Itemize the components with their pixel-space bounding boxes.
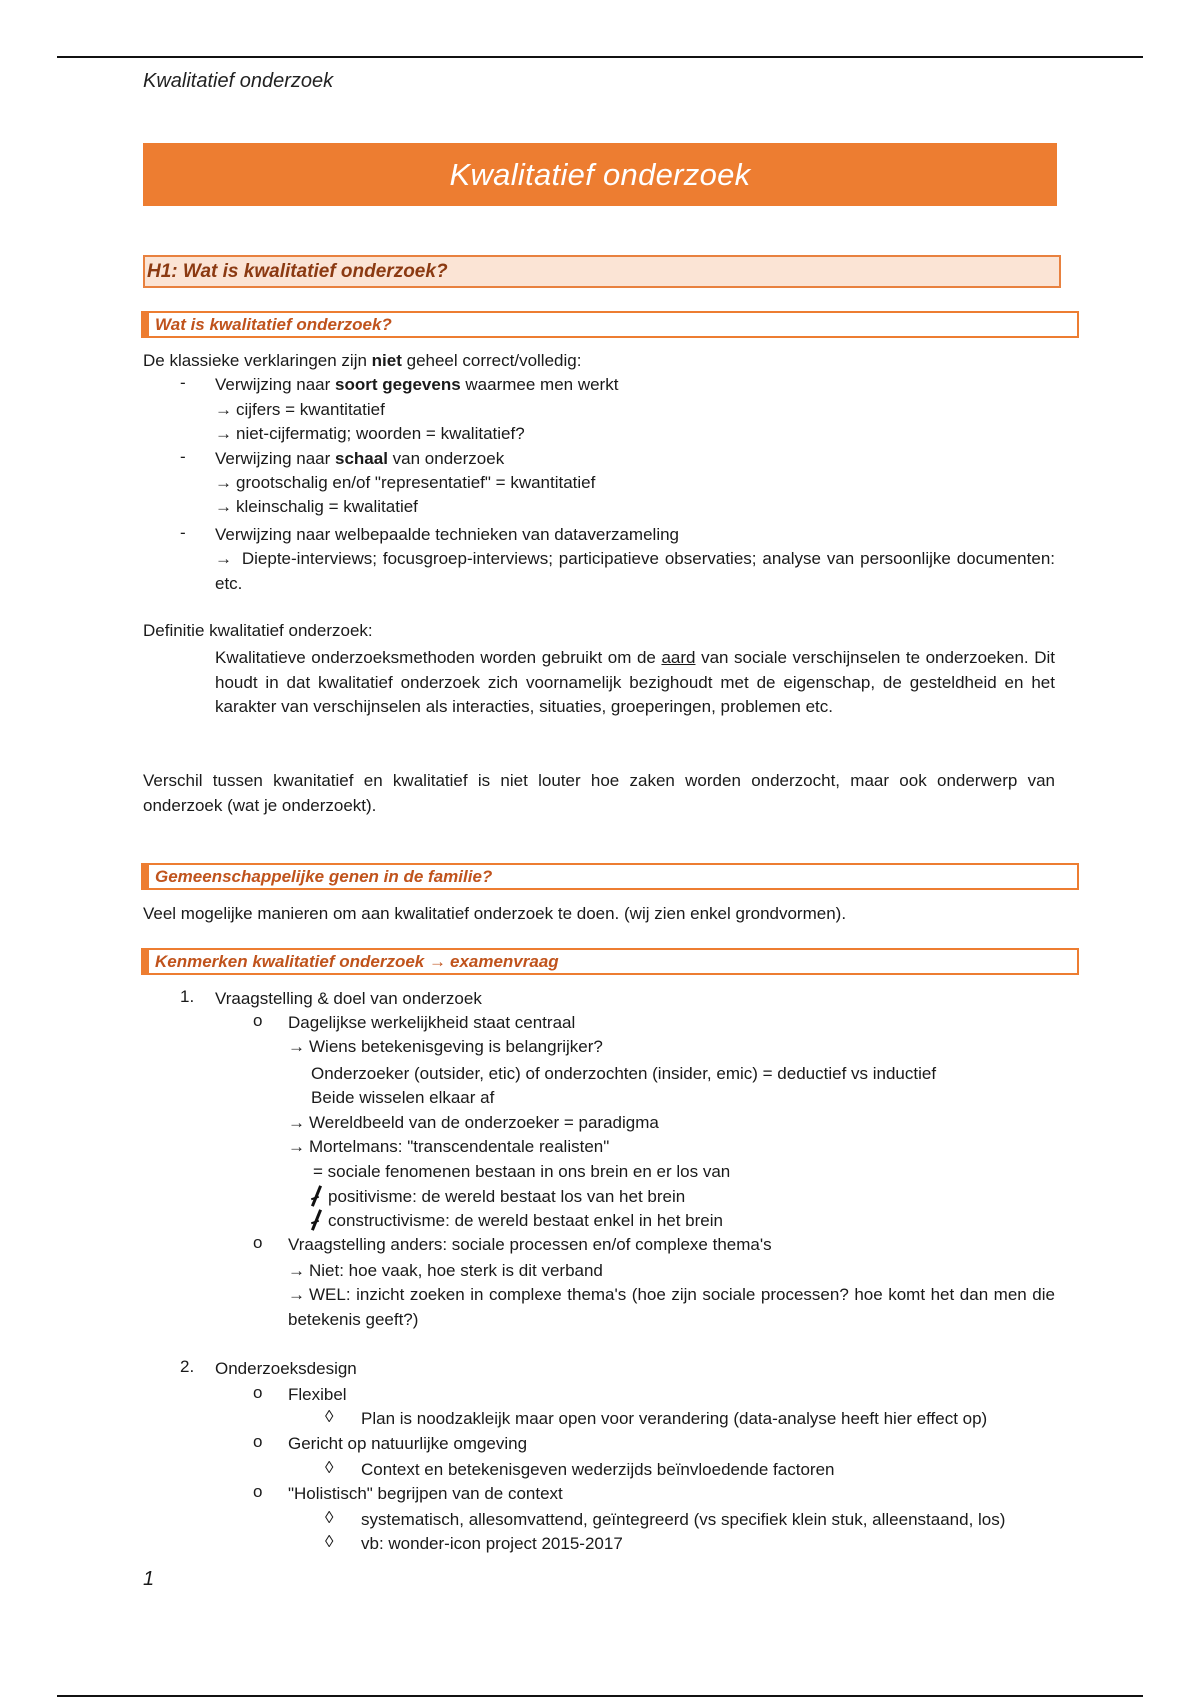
- section-heading-text: [155, 952, 559, 972]
- chapter-heading-text: H1: Wat is kwalitatief onderzoek?: [147, 260, 448, 282]
- bullet-soort-gegevens: [215, 373, 618, 397]
- dash-marker: -: [180, 447, 186, 466]
- arrow-line-text: Mortelmans: "transcendentale realisten": [309, 1137, 610, 1156]
- not-equal-line: [310, 1209, 723, 1233]
- running-header: Kwalitatief onderzoek: [143, 70, 334, 92]
- sub-item: "Holistisch" begrijpen van de context: [288, 1484, 563, 1503]
- dash-marker: -: [180, 523, 186, 542]
- bullet-text: Verwijzing naar: [215, 375, 336, 394]
- text-line: positivisme: de wereld bestaat los van het brein: [328, 1187, 686, 1206]
- bullet-text-end: waarmee men werkt: [460, 375, 619, 394]
- dash-marker: -: [180, 373, 186, 392]
- section-heading-kenmerken: [141, 948, 1079, 975]
- arrow-paragraph-text: WEL: inzicht zoeken in complexe thema's (hoe zijn sociale processen? hoe komt het dan men die betekenis geeft?): [288, 1285, 1055, 1329]
- sub-item: Dagelijkse werkelijkheid staat centraal: [288, 1013, 576, 1032]
- number-marker: 1.: [180, 987, 195, 1006]
- arrow-line: [215, 398, 385, 422]
- arrow-icon: →: [288, 1113, 305, 1132]
- text-line: Beide wisselen elkaar af: [311, 1088, 495, 1107]
- arrow-line: [288, 1111, 659, 1135]
- arrow-icon: →: [428, 951, 446, 971]
- section-heading-wat-is: [141, 311, 1079, 338]
- number-marker: 2.: [180, 1357, 195, 1376]
- arrow-line-text: Wiens betekenisgeving is belangrijker?: [309, 1037, 603, 1056]
- bottom-rule: [57, 1695, 1143, 1697]
- intro-text-end: geheel correct/volledig:: [401, 351, 582, 370]
- detail-item: vb: wonder-icon project 2015-2017: [361, 1534, 623, 1553]
- heading-part: examenvraag: [449, 951, 559, 971]
- arrow-line-text: Niet: hoe vaak, hoe sterk is dit verband: [309, 1261, 603, 1280]
- title-banner: [143, 143, 1057, 206]
- arrow-line: [288, 1035, 603, 1059]
- top-rule: [57, 56, 1143, 58]
- arrow-line-text: grootschalig en/of "representatief" = kwantitatief: [236, 473, 596, 492]
- arrow-line: [288, 1259, 603, 1283]
- detail-item: systematisch, allesomvattend, geïntegreerd (vs specifiek klein stuk, alleenstaand, los): [361, 1510, 1006, 1529]
- circle-bullet: o: [253, 1383, 263, 1402]
- definition-label: Definitie kwalitatief onderzoek:: [143, 621, 373, 640]
- arrow-icon: →: [288, 1261, 305, 1280]
- section-heading-genen: [141, 863, 1079, 890]
- not-equal-line: [310, 1185, 685, 1209]
- arrow-paragraph-text: Diepte-interviews; focusgroep-interviews; participatieve observaties; analyse van persoonlijke documenten: etc.: [215, 549, 1055, 593]
- document-title: Kwalitatief onderzoek: [449, 156, 751, 192]
- genen-paragraph: Veel mogelijke manieren om aan kwalitatief onderzoek te doen. (wij zien enkel grondvormen).: [143, 904, 847, 923]
- intro-bold: niet: [371, 351, 402, 370]
- circle-bullet: o: [253, 1011, 263, 1030]
- numbered-item: Vraagstelling & doel van onderzoek: [215, 989, 482, 1008]
- arrow-line-text: cijfers = kwantitatief: [236, 400, 385, 419]
- verschil-paragraph: Verschil tussen kwanitatief en kwalitatief is niet louter hoe zaken worden onderzocht, maar ook onderwerp van onderzoek (wat je onderzoekt).: [143, 771, 1055, 815]
- definition-text: [215, 646, 1055, 720]
- circle-bullet: o: [253, 1482, 263, 1501]
- definition-text-start: Kwalitatieve onderzoeksmethoden worden gebruikt om de: [215, 648, 662, 667]
- circle-bullet: o: [253, 1233, 263, 1252]
- arrow-line-text: Wereldbeeld van de onderzoeker = paradigma: [309, 1113, 659, 1132]
- text-line: = sociale fenomenen bestaan in ons brein en er los van: [313, 1162, 731, 1181]
- detail-item: Context en betekenisgeven wederzijds beïnvloedende factoren: [361, 1460, 835, 1479]
- diamond-bullet: ◊: [325, 1407, 334, 1426]
- not-equal-icon: [310, 1185, 322, 1207]
- arrow-icon: →: [215, 400, 232, 419]
- arrow-line: [215, 422, 525, 446]
- arrow-icon: →: [215, 473, 232, 492]
- not-equal-icon: [310, 1209, 322, 1231]
- section-heading-text: Wat is kwalitatief onderzoek?: [155, 314, 392, 334]
- arrow-paragraph: [288, 1283, 1055, 1332]
- circle-bullet: o: [253, 1432, 263, 1451]
- text-line: constructivisme: de wereld bestaat enkel in het brein: [328, 1211, 723, 1230]
- chapter-heading: [143, 255, 1061, 288]
- diamond-bullet: ◊: [325, 1458, 334, 1477]
- arrow-icon: →: [215, 497, 232, 516]
- arrow-line: [288, 1135, 609, 1159]
- arrow-line-text: kleinschalig = kwalitatief: [236, 497, 418, 516]
- arrow-line-text: niet-cijfermatig; woorden = kwalitatief?: [236, 424, 525, 443]
- definition-text-end: van sociale verschijnselen te onderzoeken. Dit houdt in dat kwalitatief onderzoek zich voornamelijk bezighoudt met de eigenschap, de gesteldheid en het karakter van verschijnselen als interacties, situaties, groeperingen, problemen etc.: [215, 648, 1055, 716]
- arrow-icon: →: [215, 549, 232, 568]
- intro-paragraph: [143, 349, 581, 373]
- diamond-bullet: ◊: [325, 1508, 334, 1527]
- definition-underlined: aard: [661, 648, 696, 667]
- heading-part: Kenmerken kwalitatief onderzoek: [155, 951, 429, 971]
- bullet-schaal: [215, 447, 504, 471]
- bullet-text: Verwijzing naar: [215, 449, 336, 468]
- sub-item: Flexibel: [288, 1385, 347, 1404]
- sub-item: Gericht op natuurlijke omgeving: [288, 1434, 528, 1453]
- arrow-icon: →: [288, 1137, 305, 1156]
- arrow-icon: →: [288, 1037, 305, 1056]
- page-number: 1: [143, 1568, 155, 1590]
- arrow-icon: →: [215, 424, 232, 443]
- arrow-icon: →: [288, 1285, 305, 1304]
- bullet-bold: soort gegevens: [335, 375, 461, 394]
- bullet-text-end: van onderzoek: [387, 449, 505, 468]
- diamond-bullet: ◊: [325, 1532, 334, 1551]
- intro-text: De klassieke verklaringen zijn: [143, 351, 372, 370]
- numbered-item: Onderzoeksdesign: [215, 1359, 357, 1378]
- bullet-bold: schaal: [335, 449, 388, 468]
- arrow-paragraph: [215, 547, 1055, 596]
- arrow-line: [215, 495, 418, 519]
- bullet-technieken: Verwijzing naar welbepaalde technieken van dataverzameling: [215, 525, 680, 544]
- section-heading-text: Gemeenschappelijke genen in de familie?: [155, 866, 493, 886]
- text-line: Onderzoeker (outsider, etic) of onderzochten (insider, emic) = deductief vs inductief: [311, 1064, 937, 1083]
- sub-item: Vraagstelling anders: sociale processen en/of complexe thema's: [288, 1235, 772, 1254]
- arrow-line: [215, 471, 595, 495]
- detail-item: Plan is noodzakleijk maar open voor verandering (data-analyse heeft hier effect op): [361, 1409, 988, 1428]
